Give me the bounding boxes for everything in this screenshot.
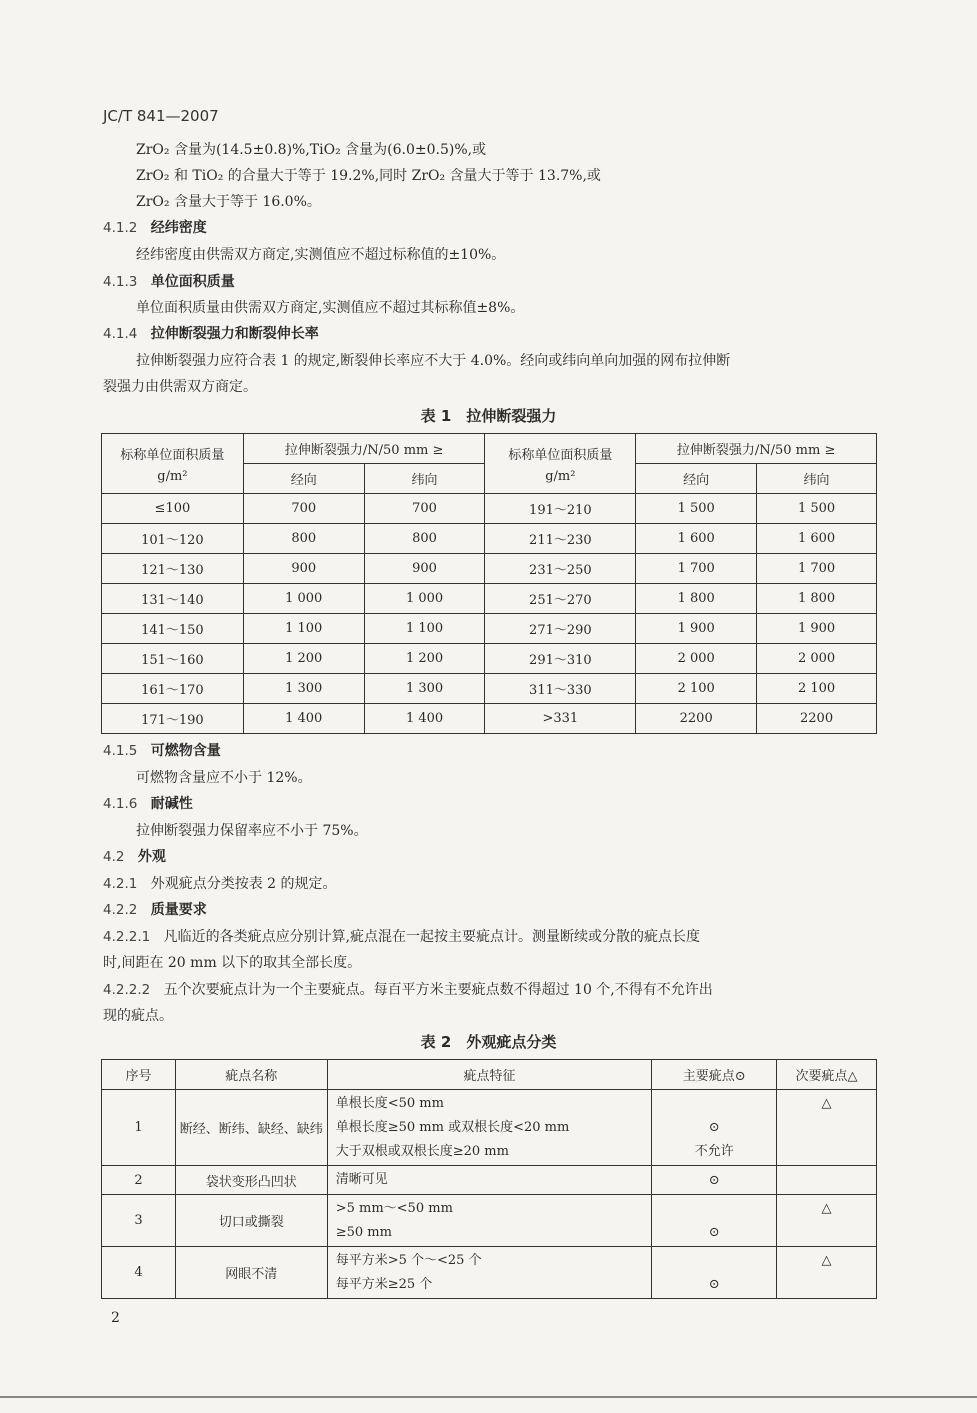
mass-header-label: 标称单位面积质量 <box>120 447 225 463</box>
table-row <box>102 524 877 554</box>
defect-features <box>327 1166 652 1195</box>
table-cell: 2 000 <box>636 644 757 674</box>
standard-header: JC/T 841—2007 <box>103 107 219 125</box>
page-number: 2 <box>111 1310 120 1326</box>
table-row <box>102 674 877 704</box>
section-number: 4.2 <box>103 849 125 865</box>
table-row <box>102 614 877 644</box>
table-cell: 1 100 <box>364 614 485 644</box>
major-mark <box>652 1092 776 1116</box>
table-cell: 1 700 <box>757 554 877 584</box>
section-4-2-2-2-line-1 <box>103 980 713 1000</box>
feature-line: 每平方米>5 个～<25 个 <box>335 1252 482 1268</box>
row-no: 4 <box>102 1247 176 1299</box>
spacer <box>777 1116 876 1140</box>
table-cell: 121～130 <box>102 554 244 584</box>
strength-header-right: 拉伸断裂强力/N/50 mm ≥ <box>636 434 877 464</box>
table-cell: 211～230 <box>485 524 636 554</box>
section-body: 外观疵点分类按表 2 的规定。 <box>150 876 337 892</box>
major-mark: ⊙ <box>708 1224 720 1240</box>
table-cell: 291～310 <box>485 644 636 674</box>
minor-mark: △ <box>821 1095 832 1111</box>
section-4-1-5-heading <box>103 741 221 761</box>
section-4-1-4-body-2: 裂强力由供需双方商定。 <box>103 379 257 395</box>
table-cell: 311～330 <box>485 674 636 704</box>
section-number: 4.1.2 <box>103 220 138 236</box>
table-cell: 231～250 <box>485 554 636 584</box>
table-cell: 700 <box>243 494 364 524</box>
spacer <box>652 1197 776 1221</box>
section-4-1-4-body-1: 拉伸断裂强力应符合表 1 的规定,断裂伸长率应不大于 4.0%。经向或纬向单向加强的网布拉伸断 <box>136 353 731 369</box>
table-row <box>102 704 877 734</box>
section-number: 4.1.4 <box>103 326 138 342</box>
defect-features <box>327 1247 652 1299</box>
major-mark: 不允许 <box>694 1143 734 1159</box>
table-cell: 2200 <box>757 704 877 734</box>
composition-line-3: ZrO₂ 含量大于等于 16.0%。 <box>136 194 321 210</box>
section-title: 外观 <box>137 849 166 865</box>
feature-line: 每平方米≥25 个 <box>335 1276 433 1292</box>
section-body: 五个次要疵点计为一个主要疵点。每百平方米主要疵点数不得超过 10 个,不得有不允许出 <box>163 982 713 998</box>
col-header-feature: 疵点特征 <box>327 1060 652 1090</box>
major-defect: ⊙ <box>652 1166 777 1195</box>
col-header-no: 序号 <box>102 1060 176 1090</box>
minor-defect <box>777 1090 877 1166</box>
section-number: 4.2.1 <box>103 876 138 892</box>
section-4-1-6-body: 拉伸断裂强力保留率应不小于 75%。 <box>136 823 368 839</box>
table-row <box>102 1166 877 1195</box>
mass-header-label: 标称单位面积质量 <box>508 447 613 463</box>
feature-line: 大于双根或双根长度≥20 mm <box>335 1143 509 1159</box>
section-title: 单位面积质量 <box>150 274 235 290</box>
table-row <box>102 1195 877 1247</box>
section-4-1-4-heading <box>103 324 319 344</box>
col-header-major: 主要疵点⊙ <box>652 1060 777 1090</box>
table-cell: 1 600 <box>757 524 877 554</box>
defect-name: 网眼不清 <box>175 1247 327 1299</box>
table-cell: 1 900 <box>636 614 757 644</box>
tensile-strength-table <box>101 433 877 734</box>
defect-name: 袋状变形凸凹状 <box>175 1166 327 1195</box>
weft-header: 纬向 <box>364 464 485 494</box>
table-cell: 1 800 <box>757 584 877 614</box>
section-number: 4.2.2 <box>103 902 138 918</box>
table-cell: 1 200 <box>364 644 485 674</box>
feature-line: >5 mm～<50 mm <box>335 1200 453 1216</box>
table-row <box>102 554 877 584</box>
section-number: 4.1.6 <box>103 796 138 812</box>
row-no: 3 <box>102 1195 176 1247</box>
section-4-1-3-heading <box>103 272 235 292</box>
major-mark: ⊙ <box>708 1276 720 1292</box>
table-cell: 171～190 <box>102 704 244 734</box>
section-title: 耐碱性 <box>150 796 193 812</box>
mass-header-right <box>485 434 636 494</box>
table-row <box>102 1247 877 1299</box>
section-number: 4.1.5 <box>103 743 138 759</box>
section-title: 经纬密度 <box>150 220 207 236</box>
table-cell: 251～270 <box>485 584 636 614</box>
row-no: 1 <box>102 1090 176 1166</box>
mass-header-unit: g/m² <box>545 468 576 484</box>
warp-header-right: 经向 <box>636 464 757 494</box>
major-defect <box>652 1195 777 1247</box>
feature-line: ≥50 mm <box>335 1224 392 1240</box>
section-number: 4.2.2.2 <box>103 982 151 998</box>
section-4-1-6-heading <box>103 794 193 814</box>
spacer <box>652 1249 776 1273</box>
section-4-2-heading <box>103 847 166 867</box>
page-bottom-rule <box>0 1396 977 1398</box>
defect-features <box>327 1195 652 1247</box>
table-cell: 161～170 <box>102 674 244 704</box>
table-row <box>102 494 877 524</box>
table-cell: 900 <box>243 554 364 584</box>
table-cell: 1 700 <box>636 554 757 584</box>
table-cell: 1 300 <box>243 674 364 704</box>
appearance-defects-table <box>101 1059 877 1299</box>
warp-header: 经向 <box>243 464 364 494</box>
table-1-caption: 表 1 拉伸断裂强力 <box>420 407 557 425</box>
table-cell: >331 <box>485 704 636 734</box>
col-header-name: 疵点名称 <box>175 1060 327 1090</box>
major-mark: ⊙ <box>708 1119 720 1135</box>
defect-name: 断经、断纬、缺经、缺纬 <box>175 1090 327 1166</box>
section-4-1-2-heading <box>103 218 207 238</box>
mass-header <box>102 434 244 494</box>
table-row <box>102 1090 877 1166</box>
table-cell: 700 <box>364 494 485 524</box>
mass-header-unit: g/m² <box>157 468 188 484</box>
table-cell: 1 900 <box>757 614 877 644</box>
table-cell: 1 000 <box>243 584 364 614</box>
section-number: 4.2.2.1 <box>103 929 151 945</box>
minor-defect <box>777 1166 877 1195</box>
section-4-1-5-body: 可燃物含量应不小于 12%。 <box>136 770 312 786</box>
strength-header: 拉伸断裂强力/N/50 mm ≥ <box>243 434 485 464</box>
table-cell: 101～120 <box>102 524 244 554</box>
minor-defect <box>777 1247 877 1299</box>
section-4-1-2-body: 经纬密度由供需双方商定,实测值应不超过标称值的±10%。 <box>136 247 506 263</box>
section-4-2-2-1-line-1 <box>103 927 700 947</box>
weft-header-right: 纬向 <box>757 464 877 494</box>
table-cell: 1 800 <box>636 584 757 614</box>
spacer <box>777 1140 876 1164</box>
section-4-1-3-body: 单位面积质量由供需双方商定,实测值应不超过其标称值±8%。 <box>136 300 525 316</box>
table-cell: 2 100 <box>757 674 877 704</box>
section-body: 凡临近的各类疵点应分别计算,疵点混在一起按主要疵点计。测量断续或分散的疵点长度 <box>163 929 701 945</box>
table-cell: 1 300 <box>364 674 485 704</box>
feature-line: 单根长度<50 mm <box>335 1095 444 1111</box>
section-title: 可燃物含量 <box>150 743 221 759</box>
section-title: 质量要求 <box>150 902 207 918</box>
table-cell: 1 600 <box>636 524 757 554</box>
table-2-caption: 表 2 外观疵点分类 <box>420 1033 557 1051</box>
table-cell: 141～150 <box>102 614 244 644</box>
table-cell: ≤100 <box>102 494 244 524</box>
spacer <box>777 1221 876 1245</box>
table-cell: 1 200 <box>243 644 364 674</box>
table-cell: 1 500 <box>757 494 877 524</box>
section-4-2-2-heading <box>103 900 207 920</box>
major-defect <box>652 1090 777 1166</box>
spacer <box>777 1273 876 1297</box>
table-cell: 800 <box>243 524 364 554</box>
minor-mark: △ <box>821 1200 832 1216</box>
table-cell: 1 500 <box>636 494 757 524</box>
table-cell: 800 <box>364 524 485 554</box>
table-cell: 2200 <box>636 704 757 734</box>
feature-line: 清晰可见 <box>335 1172 388 1187</box>
table-cell: 2 100 <box>636 674 757 704</box>
section-4-2-2-2-line-2: 现的疵点。 <box>103 1008 173 1024</box>
table-cell: 2 000 <box>757 644 877 674</box>
table-row <box>102 644 877 674</box>
section-4-2-2-1-line-2: 时,间距在 20 mm 以下的取其全部长度。 <box>103 955 362 971</box>
table-cell: 191～210 <box>485 494 636 524</box>
table-cell: 1 400 <box>364 704 485 734</box>
table-row <box>102 584 877 614</box>
table-cell: 900 <box>364 554 485 584</box>
section-title: 拉伸断裂强力和断裂伸长率 <box>150 326 319 342</box>
col-header-minor: 次要疵点△ <box>777 1060 877 1090</box>
section-number: 4.1.3 <box>103 274 138 290</box>
defect-features <box>327 1090 652 1166</box>
composition-line-1: ZrO₂ 含量为(14.5±0.8)%,TiO₂ 含量为(6.0±0.5)%,或 <box>136 142 487 158</box>
minor-mark: △ <box>821 1252 832 1268</box>
row-no: 2 <box>102 1166 176 1195</box>
table-cell: 131～140 <box>102 584 244 614</box>
major-defect <box>652 1247 777 1299</box>
table-cell: 1 000 <box>364 584 485 614</box>
defect-name: 切口或撕裂 <box>175 1195 327 1247</box>
minor-defect <box>777 1195 877 1247</box>
table-cell: 151～160 <box>102 644 244 674</box>
table-cell: 1 100 <box>243 614 364 644</box>
section-4-2-1 <box>103 874 337 894</box>
table-cell: 1 400 <box>243 704 364 734</box>
table-cell: 271～290 <box>485 614 636 644</box>
composition-line-2: ZrO₂ 和 TiO₂ 的合量大于等于 19.2%,同时 ZrO₂ 含量大于等于 13.7%,或 <box>136 168 601 184</box>
feature-line: 单根长度≥50 mm 或双根长度<20 mm <box>335 1119 570 1135</box>
